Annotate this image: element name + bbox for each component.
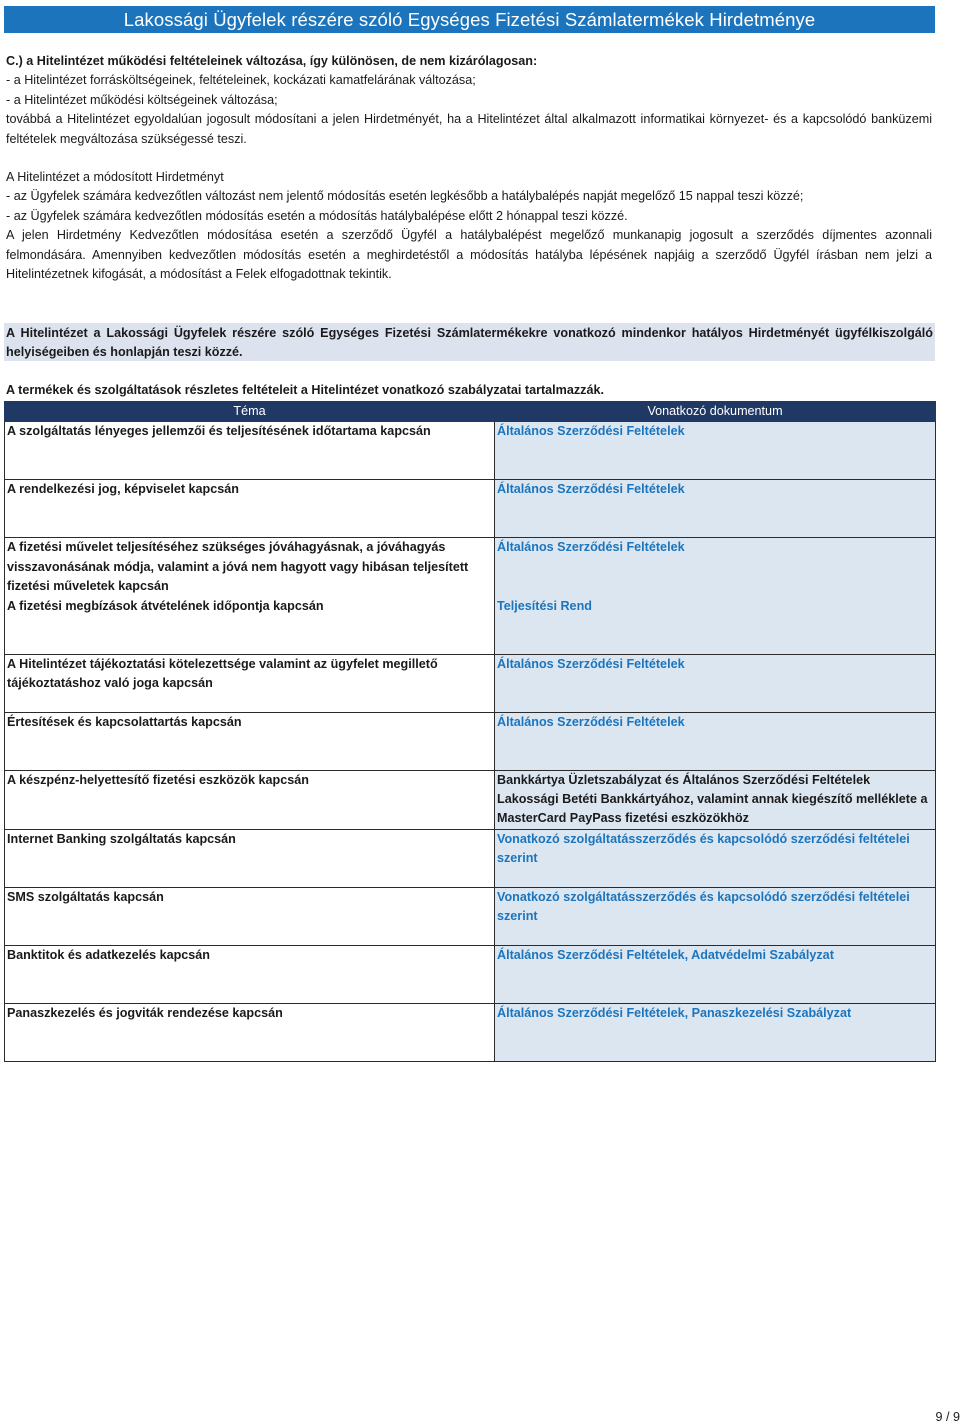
section-c-heading: C.) a Hitelintézet működési feltételeinek változása, így különösen, de nem kizárólagosan: <box>6 54 538 68</box>
page-title: Lakossági Ügyfelek részére szóló Egységes Fizetési Számlatermékek Hirdetménye <box>4 6 935 33</box>
table-row <box>5 654 936 712</box>
document-link[interactable]: Általános Szerződési Feltételek <box>495 480 936 538</box>
topic-cell: SMS szolgáltatás kapcsán <box>5 887 495 945</box>
document-text: Bankkártya Üzletszabályzat és Általános Szerződési Feltételek Lakossági Betéti Bankkártyához, valamint annak kiegészítő melléklete a MasterCard PayPass fizetési eszközökhöz <box>495 770 936 829</box>
table-row <box>5 829 936 887</box>
section-c-line-3: továbbá a Hitelintézet egyoldalúan jogosult módosítani a jelen Hirdetményét, ha a Hitelintézet által alkalmazott informatikai környezet- és a kapcsolódó banküzemi feltételek megváltozása szükségessé teszi. <box>6 112 932 146</box>
table-row <box>5 422 936 480</box>
topic-cell: A készpénz-helyettesítő fizetési eszközök kapcsán <box>5 770 495 829</box>
topic-cell: Internet Banking szolgáltatás kapcsán <box>5 829 495 887</box>
document-link[interactable]: Általános Szerződési Feltételek <box>495 654 936 712</box>
table-row <box>5 480 936 538</box>
modification-line-3: A jelen Hirdetmény Kedvezőtlen módosítása esetén a szerződő Ügyfél a hatálybalépést megelőző munkanapig jogosult a szerződés díjmentes azonnali felmondására. Amennyiben kedvezőtlen módosítás esetén a meghirdetéstől a módosítás hatályba lépésének napjáig a szerződő Ügyfél írásban nem jelzi a Hitelintézetnek kifogását, a módosítást a Felek elfogadottnak tekintik. <box>6 228 932 282</box>
document-link[interactable]: Általános Szerződési Feltételek, Panaszkezelési Szabályzat <box>495 1003 936 1061</box>
table-row <box>5 1003 936 1061</box>
document-link[interactable]: Általános Szerződési Feltételek <box>495 538 936 597</box>
section-c-line-1: - a Hitelintézet forrásköltségeinek, feltételeinek, kockázati kamatfelárának változása; <box>6 73 476 88</box>
table-row <box>5 597 936 655</box>
section-c-line-2: - a Hitelintézet működési költségeinek változása; <box>6 92 278 107</box>
topic-cell: A rendelkezési jog, képviselet kapcsán <box>5 480 495 538</box>
document-link[interactable]: Teljesítési Rend <box>495 597 936 655</box>
table-row <box>5 538 936 597</box>
document-link[interactable]: Vonatkozó szolgáltatásszerződés és kapcsolódó szerződési feltételei szerint <box>495 829 936 887</box>
modification-line-2: - az Ügyfelek számára kedvezőtlen módosítás esetén a módosítás hatálybalépése előtt 2 hónappal teszi közzé. <box>6 208 628 223</box>
page-number: 9 / 9 <box>935 1410 960 1424</box>
column-header-document: Vonatkozó dokumentum <box>495 402 936 422</box>
products-intro: A termékek és szolgáltatások részletes feltételeit a Hitelintézet vonatkozó szabályzatai tartalmazzák. <box>6 383 604 397</box>
column-header-topic: Téma <box>5 402 495 422</box>
document-link[interactable]: Általános Szerződési Feltételek <box>495 422 936 480</box>
modification-intro: A Hitelintézet a módosított Hirdetményt <box>6 170 224 184</box>
topic-cell: A szolgáltatás lényeges jellemzői és teljesítésének időtartama kapcsán <box>5 422 495 480</box>
table-row <box>5 712 936 770</box>
topic-cell: Értesítések és kapcsolattartás kapcsán <box>5 712 495 770</box>
publication-notice: A Hitelintézet a Lakossági Ügyfelek részére szóló Egységes Fizetési Számlatermékekre vonatkozó mindenkor hatályos Hirdetményét ügyfélkiszolgáló helyiségeiben és honlapján teszi közzé. <box>6 326 933 360</box>
topic-cell: A Hitelintézet tájékoztatási kötelezettsége valamint az ügyfelet megillető tájékoztatáshoz való joga kapcsán <box>5 654 495 712</box>
table-header-row <box>5 402 936 422</box>
documents-table <box>4 401 936 1062</box>
modification-section <box>6 168 932 284</box>
topic-cell: Panaszkezelés és jogviták rendezése kapcsán <box>5 1003 495 1061</box>
topic-cell: Banktitok és adatkezelés kapcsán <box>5 945 495 1003</box>
topic-cell: A fizetési művelet teljesítéséhez szükséges jóváhagyásnak, a jóváhagyás visszavonásának módja, valamint a jóvá nem hagyott vagy hibásan teljesített fizetési műveletek kapcsán <box>5 538 495 597</box>
modification-line-1: - az Ügyfelek számára kedvezőtlen változást nem jelentő módosítás esetén legkésőbb a hatálybalépés napját megelőző 15 nappal teszi közzé; <box>6 189 804 204</box>
table-row <box>5 887 936 945</box>
topic-cell: A fizetési megbízások átvételének időpontja kapcsán <box>5 597 495 655</box>
document-link[interactable]: Általános Szerződési Feltételek, Adatvédelmi Szabályzat <box>495 945 936 1003</box>
table-row <box>5 945 936 1003</box>
document-link[interactable]: Általános Szerződési Feltételek <box>495 712 936 770</box>
document-link[interactable]: Vonatkozó szolgáltatásszerződés és kapcsolódó szerződési feltételei szerint <box>495 887 936 945</box>
table-row <box>5 770 936 829</box>
section-c <box>6 52 932 149</box>
